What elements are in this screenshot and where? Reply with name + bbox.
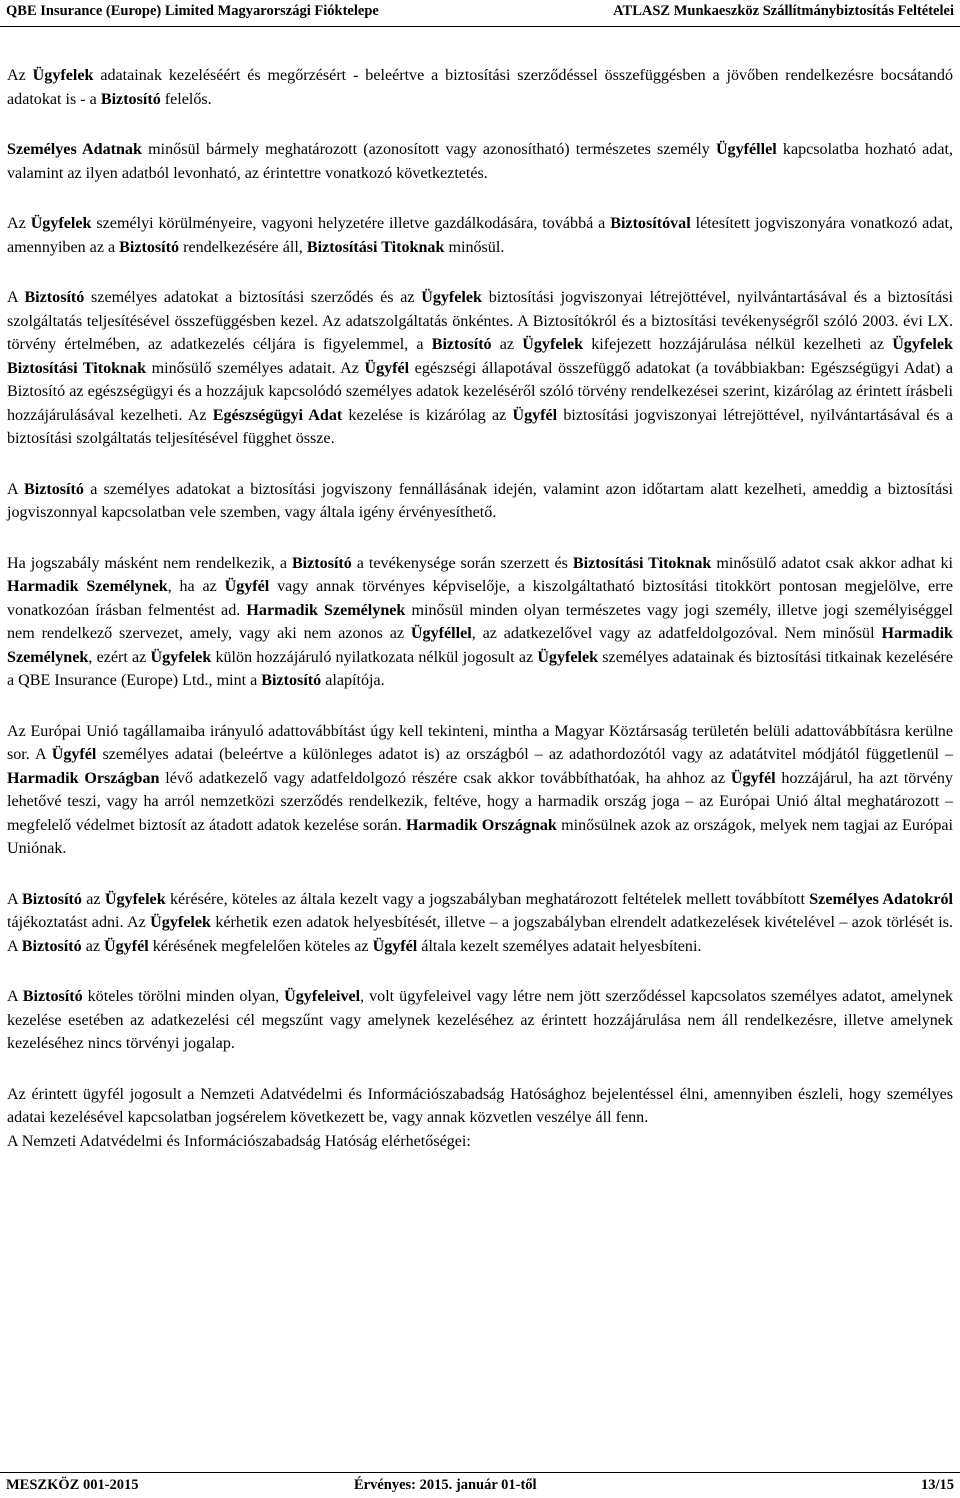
- text-run: kérésére, köteles az általa kezelt vagy a jogszabályban meghatározott feltételek mellett továbbított: [165, 890, 810, 908]
- text-run: lévő adatkezelő vagy adatfeldolgozó részére csak akkor továbbíthatóak, ha ahhoz az: [159, 769, 731, 787]
- text-run: hozzájárul, ha azt törvény lehetővé teszi, vagy ha arról nemzetközi szerződés rendelkezik, feltéve, hogy a harmadik ország joga – az Európai Unió által meghatározott – megfelelő védelmet biztosít az átadott adatok kezelése során.: [7, 769, 953, 834]
- bold-term: Ügyfél: [104, 937, 149, 955]
- text-run: alapítója.: [321, 672, 385, 689]
- bold-term: Ügyfél: [372, 937, 418, 955]
- bold-term: Biztosítóval: [610, 215, 691, 232]
- paragraph-deletion-obligation: [7, 985, 953, 1056]
- paragraph-personal-data-definition: [7, 138, 953, 185]
- bold-term: Biztosító: [24, 289, 85, 306]
- text-run: Az Európai Unió tagállamaiba irányuló adattovábbítást úgy kell tekinteni, mintha a Magyar Köztársaság területén belüli adattovábbításra kerülne sor. A: [7, 722, 953, 763]
- footer-page-number: 13/15: [920, 1477, 954, 1493]
- text-run: Az érintett ügyfél jogosult a Nemzeti Adatvédelmi és Információszabadság Hatósághoz bejelentéssel élni, amennyiben észleli, hogy személyes adatai kezelésével kapcsolatban jogsérelem következett be, vagy annak közvetlen veszélye áll fenn.: [7, 1085, 953, 1126]
- text-run: minősülő adatot csak akkor adhat ki: [711, 554, 954, 572]
- text-run: minősül bármely meghatározott (azonosított vagy azonosítható) természetes személy: [141, 141, 716, 158]
- text-run: A Nemzeti Adatvédelmi és Információszabadság Hatóság elérhetőségei:: [7, 1132, 471, 1150]
- bold-term: Biztosítási Titoknak: [306, 238, 445, 256]
- text-run: A: [7, 988, 23, 1005]
- text-run: az: [491, 336, 523, 353]
- text-run: A: [7, 289, 25, 306]
- bold-term: Személyes Adatokról: [809, 890, 953, 908]
- text-run: köteles törölni minden olyan,: [82, 988, 285, 1005]
- paragraph-insurance-secret-definition: [7, 212, 953, 259]
- paragraph-data-responsibility: [7, 64, 953, 111]
- bold-term: Biztosító: [24, 480, 84, 498]
- text-run: általa kezelt személyes adatait helyesbíteni.: [417, 937, 702, 955]
- text-run: , az adatkezelővel vagy az adatfeldolgozóval. Nem minősül: [471, 625, 882, 642]
- bold-term: Egészségügyi Adat: [212, 406, 343, 424]
- text-run: minősülő személyes adatait. Az: [146, 359, 365, 377]
- text-run: személyes adatainak és biztosítási titkainak kezelésére a QBE Insurance (Europe) Ltd., mint a: [7, 648, 953, 689]
- bold-term: Ügyfeleivel: [284, 988, 361, 1005]
- footer-document-code: MESZKÖZ 001-2015: [6, 1477, 139, 1493]
- bold-term: Harmadik Személynek: [7, 625, 953, 666]
- header-company: QBE Insurance (Europe) Limited Magyarországi Fióktelepe: [6, 3, 379, 19]
- text-run: vagy annak törvényes képviselője, a kiszolgáltatható biztosítási titokkört pontosan megjelölve, erre vonatkozóan írásban felmentést ad.: [7, 578, 954, 619]
- text-run: a tevékenysége során szerzett és: [351, 554, 573, 572]
- text-run: az: [81, 890, 105, 908]
- bold-term: Harmadik Személynek: [7, 578, 168, 595]
- text-run: személyes adatokat a biztosítási szerződés és az: [84, 289, 422, 306]
- bold-term: Ügyféllel: [715, 141, 777, 158]
- bold-term: Ügyfél: [51, 746, 97, 763]
- text-run: felelős.: [160, 90, 212, 108]
- paragraph-complaint-right: [7, 1083, 953, 1130]
- bold-term: Ügyfelek: [104, 890, 166, 908]
- bold-term: Harmadik Országban: [7, 769, 160, 787]
- bold-term: Biztosító: [119, 238, 180, 256]
- bold-term: Ügyfél: [364, 359, 410, 377]
- bold-term: Ügyfelek: [522, 336, 584, 353]
- text-run: kapcsolatba hozható adat, valamint az ilyen adatból levonható, az érintettre vonatkozó következtetés.: [7, 141, 953, 182]
- paragraph-eu-data-transfer: [7, 720, 953, 861]
- bold-term: Biztosító: [261, 672, 322, 689]
- text-run: kifejezett hozzájárulása nélkül kezelheti az: [583, 336, 893, 353]
- text-run: kezelése is kizárólag az: [342, 406, 513, 424]
- bold-term: Ügyfelek: [32, 67, 94, 84]
- text-run: tájékoztatást adni. Az: [7, 914, 151, 931]
- paragraph-right-to-information: [7, 888, 953, 959]
- text-run: A: [7, 890, 23, 908]
- text-run: adatainak kezeléséért és megőrzésért - beleértve a biztosítási szerződéssel összefüggésben a jövőben rendelkezésre bocsátandó adatokat is - a: [7, 67, 953, 108]
- text-run: az: [81, 937, 105, 955]
- page-header: [0, 0, 960, 27]
- bold-term: Ügyfelek: [150, 914, 211, 931]
- paragraph-third-party-disclosure: [7, 552, 953, 693]
- text-run: személyes adatai (beleértve a különleges adatot is) az országból – az adathordozótól vagy az adatátvitel módjától függetlenül –: [96, 746, 953, 763]
- text-run: külön hozzájáruló nyilatkozata nélkül jogosult az: [211, 648, 538, 666]
- text-run: minősül minden olyan természetes vagy jogi személy, illetve jogi személyiséggel nem rendelkező szervezet, amely, vagy aki nem azonos az: [7, 601, 953, 642]
- bold-term: Biztosító: [291, 554, 352, 572]
- text-run: biztosítási jogviszonyai létrejöttével, nyilvántartásával és a biztosítási szolgáltatás teljesítésével függhet össze.: [7, 406, 954, 447]
- text-run: minősülnek azok az országok, melyek nem tagjai az Európai Uniónak.: [7, 816, 953, 857]
- text-run: személyi körülményeire, vagyoni helyzetére illetve gazdálkodására, továbbá a: [91, 215, 611, 232]
- bold-term: Harmadik Személynek: [246, 601, 406, 619]
- text-run: minősül.: [444, 238, 505, 256]
- text-run: kérésének megfelelően köteles az: [148, 937, 373, 955]
- bold-term: Személyes Adatnak: [7, 141, 142, 158]
- bold-term: Ügyfelek Biztosítási Titoknak: [7, 336, 953, 377]
- bold-term: Biztosító: [100, 90, 161, 108]
- bold-term: Ügyfelek: [421, 289, 482, 306]
- text-run: biztosítási jogviszonyai létrejöttével, nyilvántartásával és a biztosítási szolgáltatás teljesítésével összefüggésben kezel. Az adatszolgáltatás önkéntes. A Biztosítókról és a biztosítási tevékenységről szóló 2003. évi LX. törvény értelmében, az adatkezelés céljára is figyelemmel, a: [7, 289, 953, 353]
- text-run: egészségi állapotával összefüggő adatokat (a továbbiakban: Egészségügyi Adat) a Biztosító az egészségügyi és a hozzájuk kapcsolódó személyes adatok kezeléséről szóló törvény rendelkezései szerint, kizárólag az érintett írásbeli hozzájárulásával kezelheti. Az: [7, 359, 953, 424]
- bold-term: Biztosító: [22, 890, 82, 908]
- footer-validity: Érvényes: 2015. január 01-től: [354, 1477, 537, 1493]
- page-footer: [0, 1472, 960, 1498]
- bold-term: Ügyféllel: [410, 625, 472, 642]
- bold-term: Biztosító: [21, 937, 82, 955]
- text-run: Ha jogszabály másként nem rendelkezik, a: [7, 554, 292, 572]
- header-document-title: ATLASZ Munkaeszköz Szállítmánybiztosítás Feltételei: [613, 3, 954, 19]
- bold-term: Ügyfél: [730, 769, 776, 787]
- bold-term: Harmadik Országnak: [406, 816, 557, 834]
- bold-term: Ügyfél: [512, 406, 558, 424]
- text-run: Az: [7, 215, 31, 232]
- text-run: A: [7, 480, 25, 498]
- bold-term: Biztosító: [431, 336, 492, 353]
- paragraph-retention-period: [7, 478, 953, 525]
- text-run: kérhetik ezen adatok helyesbítését, illetve – a jogszabályban elrendelt adatkezelések kivételével – azok törlését is. A: [7, 914, 954, 955]
- paragraph-authority-contacts: [7, 1130, 953, 1154]
- text-run: , ezért az: [88, 648, 151, 666]
- text-run: Az: [7, 67, 33, 84]
- bold-term: Ügyfél: [224, 578, 270, 595]
- bold-term: Ügyfelek: [537, 648, 599, 666]
- bold-term: Biztosító: [22, 988, 83, 1005]
- text-run: létesített jogviszonyára vonatkozó adat, amennyiben az a: [7, 215, 953, 256]
- bold-term: Biztosítási Titoknak: [572, 554, 712, 572]
- bold-term: Ügyfelek: [30, 215, 92, 232]
- bold-term: Ügyfelek: [150, 648, 212, 666]
- text-run: , volt ügyfeleivel vagy létre nem jött szerződéssel kapcsolatos személyes adatot, amelynek kezelése esetében az adatkezelési cél megszűnt vagy amelynek kezeléséhez az érintett hozzájárulása nem áll rendelkezésre, illetve amelynek kezeléséhez nincs törvényi jogalap.: [7, 988, 954, 1052]
- text-run: rendelkezésére áll,: [179, 238, 307, 256]
- paragraph-data-processing-purpose: [7, 286, 953, 451]
- text-run: a személyes adatokat a biztosítási jogviszony fennállásának idején, valamint azon időtartam alatt kezelheti, ameddig a biztosítási jogviszonnyal kapcsolatban vele szemben, vagy általa igény érvényesíthető.: [7, 480, 953, 521]
- document-body: [7, 64, 953, 1153]
- text-run: , ha az: [167, 578, 225, 595]
